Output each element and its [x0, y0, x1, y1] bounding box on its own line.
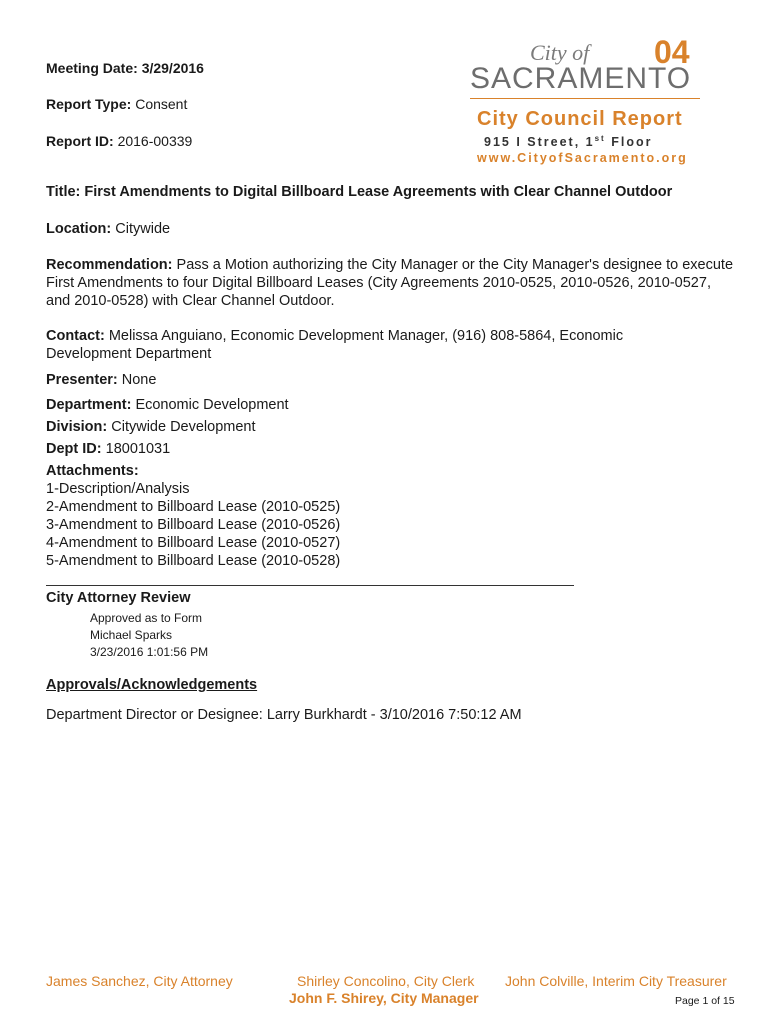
- attorney-review-details: Approved as to Form Michael Sparks 3/23/2016 1:01:56 PM: [90, 611, 209, 659]
- contact: Contact: Melissa Anguiano, Economic Development Manager, (916) 808-5864, Economic Development Department: [46, 328, 624, 362]
- footer-manager: John F. Shirey, City Manager: [289, 990, 479, 1006]
- attachment-item[interactable]: 5-Amendment to Billboard Lease (2010-0528): [46, 553, 341, 569]
- report-title-line: Title: First Amendments to Digital Billboard Lease Agreements with Clear Channel Outdoor: [46, 184, 673, 200]
- report-type: Report Type: Consent: [46, 96, 188, 112]
- location: Location: Citywide: [46, 221, 171, 237]
- footer-clerk: Shirley Concolino, City Clerk: [297, 973, 475, 989]
- report-title: City Council Report: [477, 108, 683, 130]
- division: Division: Citywide Development: [46, 419, 256, 435]
- department: Department: Economic Development: [46, 397, 289, 413]
- logo-city-of: City of: [530, 40, 590, 65]
- presenter: Presenter: None: [46, 372, 157, 388]
- attachments: Attachments: 1-Description/Analysis 2-Amendment to Billboard Lease (2010-0525) 3-Amendment to Billboard Lease (2010-0526) 4-Amendment to Billboard Lease (2010-0527) 5-Amendment to Billboard Lease (2010-0528): [46, 463, 341, 569]
- approvals-heading: Approvals/Acknowledgements: [46, 677, 258, 693]
- logo-sacramento: SACRAMENTO: [470, 62, 692, 95]
- divider: [46, 585, 574, 586]
- item-number: 04: [654, 34, 690, 70]
- page-number: Page 1 of 15: [675, 995, 735, 1007]
- logo-underline: [470, 98, 700, 99]
- meeting-date: Meeting Date: 3/29/2016: [46, 60, 204, 76]
- attachment-item[interactable]: 2-Amendment to Billboard Lease (2010-0525): [46, 499, 341, 515]
- report-id: Report ID: 2016-00339: [46, 133, 193, 149]
- footer-attorney: James Sanchez, City Attorney: [46, 973, 233, 989]
- attachment-item[interactable]: 1-Description/Analysis: [46, 481, 190, 497]
- attachment-item[interactable]: 3-Amendment to Billboard Lease (2010-0526): [46, 517, 341, 533]
- website-link[interactable]: www.CityofSacramento.org: [477, 151, 688, 165]
- recommendation: Recommendation: Pass a Motion authorizing the City Manager or the City Manager's designee to execute First Amendments to four Digital Billboard Leases (City Agreements 2010-0525, 2010-0526, 2010-0527, and 2010-0528) with Clear Channel Outdoor.: [46, 257, 734, 309]
- approvals-text: Department Director or Designee: Larry Burkhardt - 3/10/2016 7:50:12 AM: [46, 707, 522, 723]
- address: 915 I Street, 1st Floor: [484, 134, 653, 150]
- attorney-review-heading: City Attorney Review: [46, 590, 191, 606]
- attachment-item[interactable]: 4-Amendment to Billboard Lease (2010-0527): [46, 535, 341, 551]
- footer-treasurer: John Colville, Interim City Treasurer: [505, 973, 727, 989]
- dept-id: Dept ID: 18001031: [46, 441, 171, 457]
